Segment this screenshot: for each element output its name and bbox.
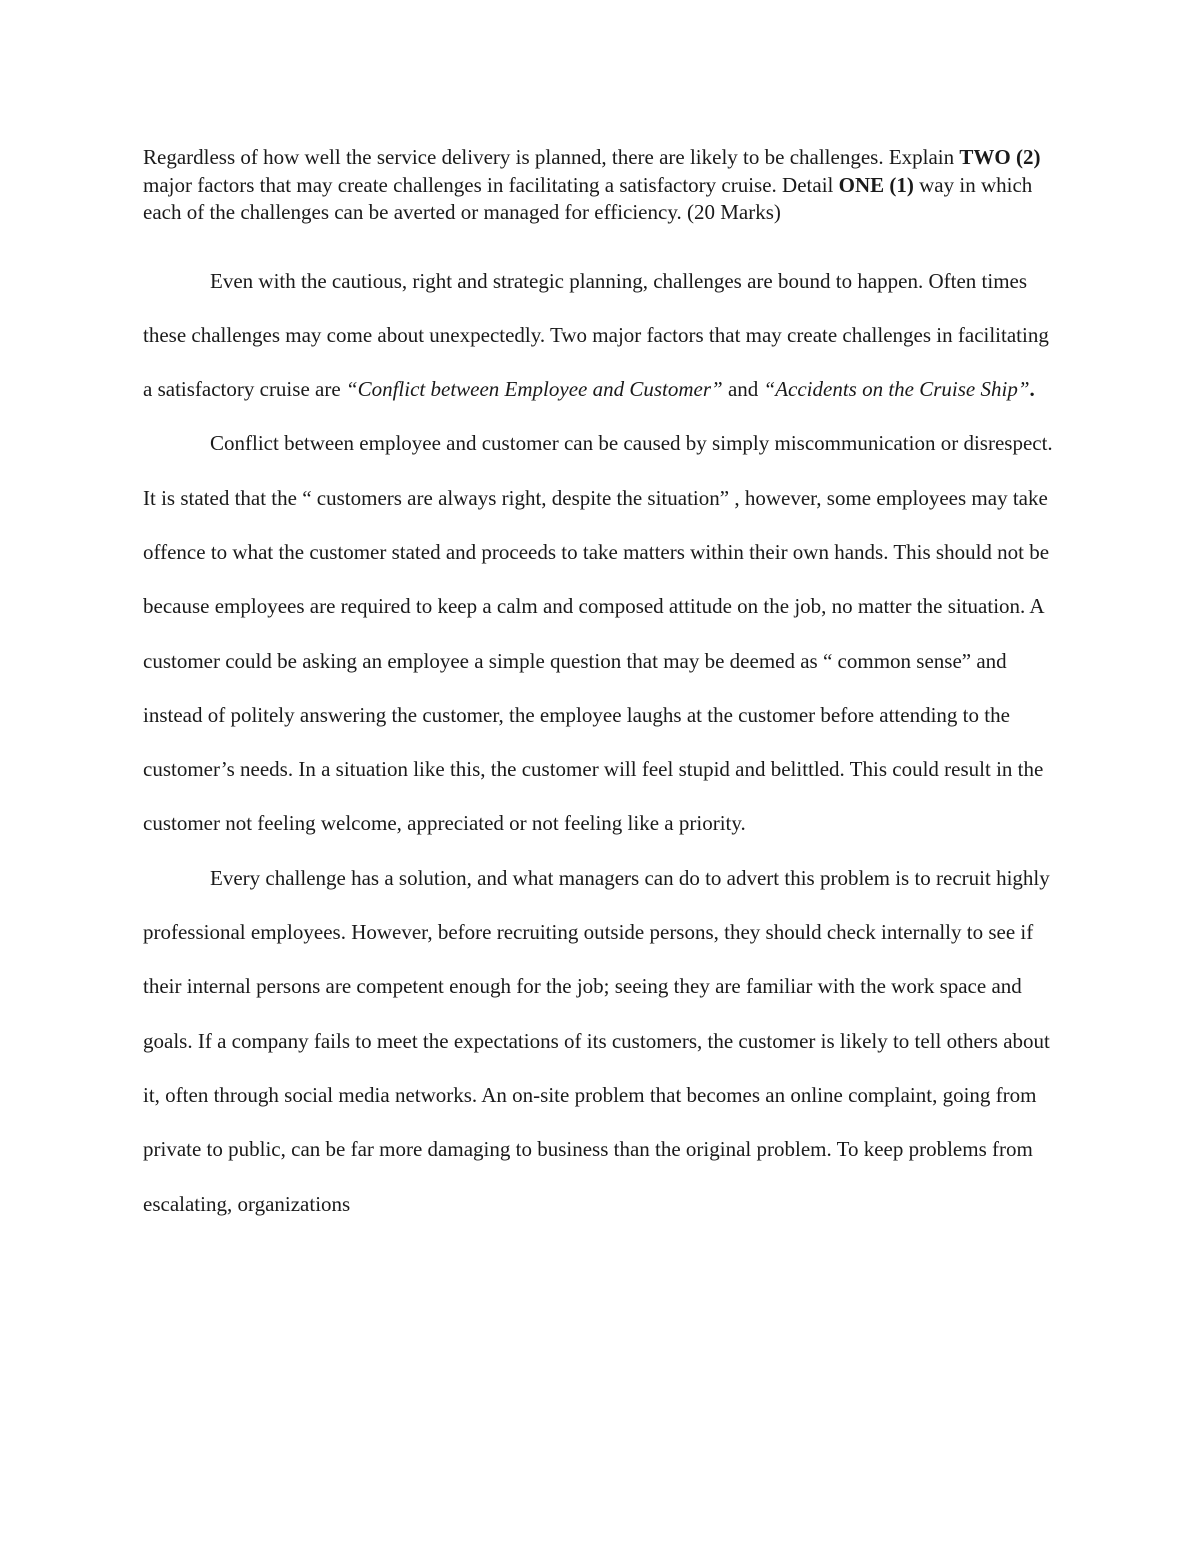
- question-text-1: Regardless of how well the service delivery is planned, there are likely to be challenges. Explain: [143, 145, 960, 169]
- document-body: [143, 144, 1061, 1231]
- paragraph-intro-end: .: [1029, 377, 1035, 402]
- factor-conflict: “Conflict between Employee and Customer”: [345, 377, 723, 402]
- question-emphasis-one: ONE (1): [838, 172, 914, 197]
- paragraph-solution: Every challenge has a solution, and what managers can do to advert this problem is to recruit highly professional employees. However, before recruiting outside persons, they should check internally to see if their internal persons are competent enough for the job; seeing they are familiar with the work space and goals. If a company fails to meet the expectations of its customers, the customer is likely to tell others about it, often through social media networks. An on-site problem that becomes an online complaint, going from private to public, can be far more damaging to business than the original problem. To keep problems from escalating, organizations: [143, 865, 1050, 1216]
- question-text-2: major factors that may create challenges in facilitating a satisfactory cruise. Detail: [143, 172, 839, 197]
- factor-accidents: “Accidents on the Cruise Ship”: [763, 377, 1030, 402]
- paragraph-conflict: Conflict between employee and customer can be caused by simply miscommunication or disrespect. It is stated that the “ customers are always right, despite the situation” , however, some employees may take offence to what the customer stated and proceeds to take matters within their own hands. This should not be because employees are required to keep a calm and composed attitude on the job, no matter the situation. A customer could be asking an employee a simple question that may be deemed as “ common sense” and instead of politely answering the customer, the employee laughs at the customer before attending to the customer’s needs. In a situation like this, the customer will feel stupid and belittled. This could result in the customer not feeling welcome, appreciated or not feeling like a priority.: [143, 431, 1053, 836]
- answer-body: [143, 254, 1061, 1231]
- paragraph-intro: [143, 254, 1061, 417]
- paragraph-intro-text: Even with the cautious, right and strategic planning, challenges are bound to happen. Often times these challenges may come about unexpectedly. Two major factors that may create challenges in facilitating a satisfactory cruise are: [143, 268, 1049, 402]
- question-prompt: [143, 144, 1061, 227]
- question-text-3: way in which each of the challenges can be averted or managed for efficiency. (20 Marks): [143, 172, 1033, 224]
- paragraph-intro-joiner: and: [722, 377, 764, 402]
- question-emphasis-two: TWO (2): [959, 145, 1041, 169]
